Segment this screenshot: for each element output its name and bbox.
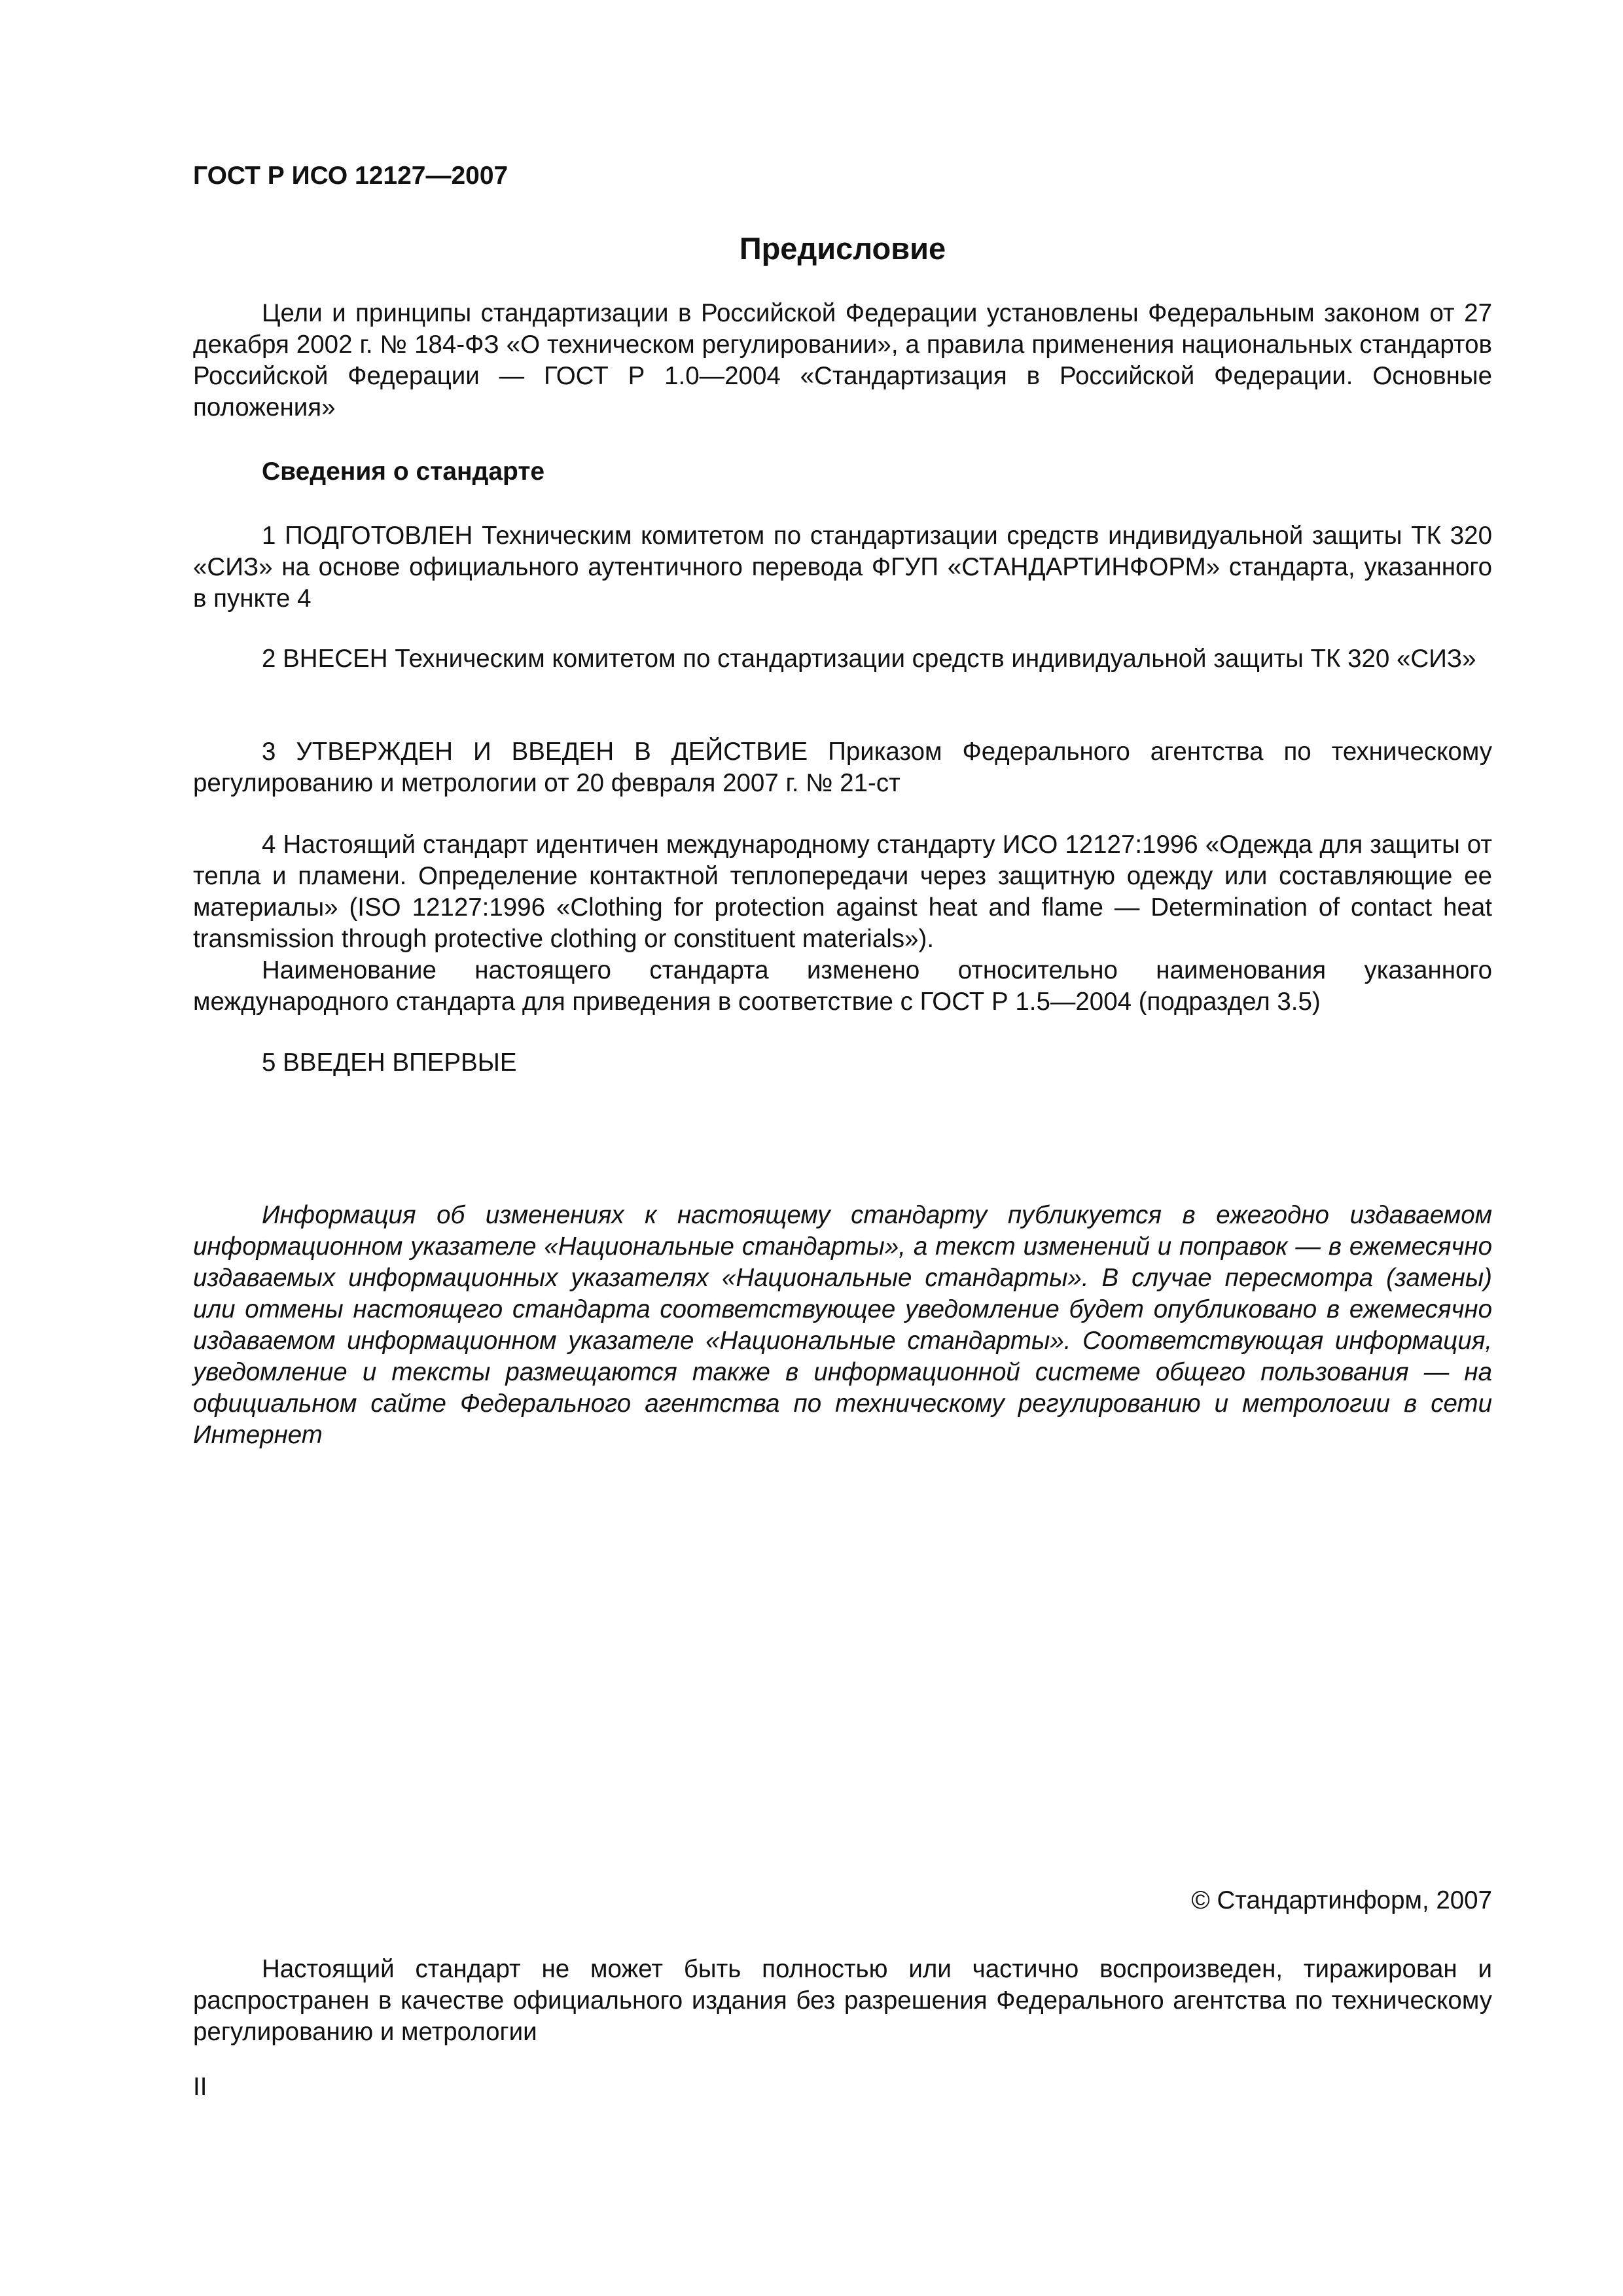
info-item-3 bbox=[193, 736, 1492, 799]
copyright-text: © Стандартинформ, 2007 bbox=[1191, 1886, 1492, 1914]
standard-info-heading bbox=[193, 456, 1561, 488]
intro-paragraph bbox=[193, 298, 1492, 423]
info-item-5 bbox=[193, 1047, 1492, 1079]
copyright-line bbox=[193, 1885, 1492, 1916]
notice-text: Информация об изменениях к настоящему стандарту публикуется в ежегодно издаваемом информационном указателе «Национальные стандарты», а текст изменений и поправок — в ежемесячно издаваемых информационных указателях «Национальные стандарты». В случае пересмотра (замены) или отмены настоящего стандарта соответствующее уведомление будет опубликовано в ежемесячно издаваемом информационном указателе «Национальные стандарты». Соответствующая информация, уведомление и тексты размещаются также в информационной системе общего пользования — на официальном сайте Федерального агентства по техническому регулированию и метрологии в сети Интернет bbox=[193, 1201, 1492, 1449]
page-title bbox=[193, 229, 1492, 268]
info-item-text: 5 ВВЕДЕН ВПЕРВЫЕ bbox=[262, 1049, 517, 1077]
page-number-text: II bbox=[193, 2073, 207, 2101]
info-item-text: 2 ВНЕСЕН Техническим комитетом по стандартизации средств индивидуальной защиты ТК 320 «СИЗ» bbox=[262, 645, 1476, 673]
subheading-text: Сведения о стандарте bbox=[262, 457, 545, 486]
title-text: Предисловие bbox=[739, 231, 946, 266]
info-item-1 bbox=[193, 520, 1492, 615]
restriction-text: Настоящий стандарт не может быть полностью или частично воспроизведен, тиражирован и распространен в качестве официального издания без разрешения Федерального агентства по техническому регулированию и метрологии bbox=[193, 1955, 1492, 2046]
amendments-notice bbox=[193, 1200, 1492, 1451]
reproduction-restriction bbox=[193, 1954, 1492, 2048]
standard-code: ГОСТ Р ИСО 12127—2007 bbox=[193, 162, 508, 190]
standard-code-header bbox=[193, 160, 1492, 192]
info-item-text: 1 ПОДГОТОВЛЕН Техническим комитетом по стандартизации средств индивидуальной защиты ТК 320 «СИЗ» на основе официального аутентичного перевода ФГУП «СТАНДАРТИНФОРМ» стандарта, указанного в пункте 4 bbox=[193, 522, 1492, 613]
page-number bbox=[193, 2072, 1492, 2103]
intro-text: Цели и принципы стандартизации в Российской Федерации установлены Федеральным законом от 27 декабря 2002 г. № 184-ФЗ «О техническом регулировании», а правила применения национальных стандартов Российской Федерации — ГОСТ Р 1.0—2004 «Стандартизация в Российской Федерации. Основные положения» bbox=[193, 299, 1492, 422]
info-item-text: 4 Настоящий стандарт идентичен международному стандарту ИСО 12127:1996 «Одежда для защиты от тепла и пламени. Определение контактной теплопередачи через защитную одежду или составляющие ее материалы» (ISO 12127:1996 «Clothing for protection against heat and flame — Determination of contact heat transmission through protective clothing or constituent materials»). bbox=[193, 831, 1492, 953]
info-item-2 bbox=[193, 643, 1492, 675]
info-item-4 bbox=[193, 829, 1492, 1018]
info-item-text: 3 УТВЕРЖДЕН И ВВЕДЕН В ДЕЙСТВИЕ Приказом Федерального агентства по техническому регулированию и метрологии от 20 февраля 2007 г. № 21-ст bbox=[193, 738, 1492, 797]
info-item-4-note: Наименование настоящего стандарта изменено относительно наименования указанного международного стандарта для приведения в соответствие с ГОСТ Р 1.5—2004 (подраздел 3.5) bbox=[193, 956, 1492, 1016]
